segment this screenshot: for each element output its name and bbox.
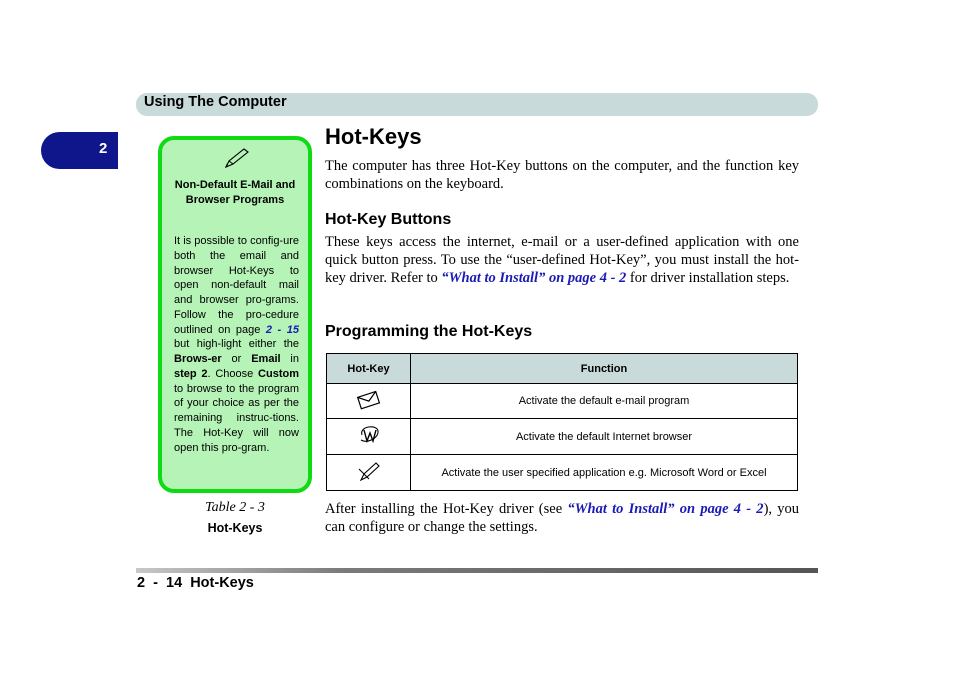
- hotkey-table: [326, 353, 798, 491]
- user-defined-hotkey-icon: [355, 459, 383, 483]
- note-sidebar: [158, 136, 312, 493]
- intro-paragraph: The computer has three Hot-Key buttons on the computer, and the function key combinations on the keyboard.: [325, 158, 799, 193]
- table-row: [327, 455, 798, 491]
- after-table-paragraph: After installing the Hot-Key driver (see “What to Install” on page 4 - 2), you can configure or change the settings.: [325, 501, 799, 536]
- table-caption-number: Table 2 - 3: [205, 500, 265, 515]
- footer: [137, 575, 254, 591]
- what-to-install-link-2[interactable]: “What to Install” on page 4 - 2: [567, 501, 764, 517]
- internet-hotkey-icon: [355, 423, 383, 447]
- table-header-function: Function: [411, 354, 798, 384]
- note-title: Non-Default E-Mail and Browser Programs: [174, 179, 296, 206]
- footer-page-number: 2 - 14: [137, 575, 183, 591]
- chapter-number: 2: [99, 140, 108, 157]
- what-to-install-link[interactable]: “What to Install” on page 4 - 2: [441, 270, 627, 287]
- table-cell-icon: [327, 455, 411, 491]
- table-cell-function: Activate the default e-mail program: [411, 384, 798, 419]
- note-body: It is possible to config-ure both the email and browser Hot-Keys to open non-default mail and browser pro-grams. Follow the pro-cedure outlined on page 2 - 15 but high-light either the Brows-er or Email in step 2. Choose Custom to browse to the program of your choice as per the remaining instruc-tions. The Hot-Key will now open this pro-gram.: [174, 235, 299, 454]
- footer-bar: [136, 568, 818, 573]
- table-cell-function: Activate the default Internet browser: [411, 419, 798, 455]
- section-heading-programming: Programming the Hot-Keys: [325, 323, 533, 340]
- note-page-link[interactable]: 2 - 15: [265, 323, 299, 336]
- table-cell-function: Activate the user specified application e.g. Microsoft Word or Excel: [411, 455, 798, 491]
- email-hotkey-icon: [355, 389, 383, 411]
- table-row: [327, 384, 798, 419]
- page-title: Hot-Keys: [325, 124, 422, 149]
- table-caption-title: Hot-Keys: [207, 521, 263, 535]
- footer-section: Hot-Keys: [190, 575, 254, 591]
- header-title: Using The Computer: [144, 94, 287, 110]
- table-row: [327, 419, 798, 455]
- table-cell-icon: [327, 419, 411, 455]
- section-heading-hotkey-buttons: Hot-Key Buttons: [325, 211, 452, 228]
- pencil-icon: [224, 147, 250, 169]
- table-header-hotkey: Hot-Key: [327, 354, 411, 384]
- table-cell-icon: [327, 384, 411, 419]
- hotkey-buttons-paragraph: These keys access the internet, e-mail or a user-defined application with one quick button press. To use the “user-defined Hot-Key”, you must install the hot-key driver. Refer to “What to Install” on page 4 - 2 for driver installation steps.: [325, 234, 799, 287]
